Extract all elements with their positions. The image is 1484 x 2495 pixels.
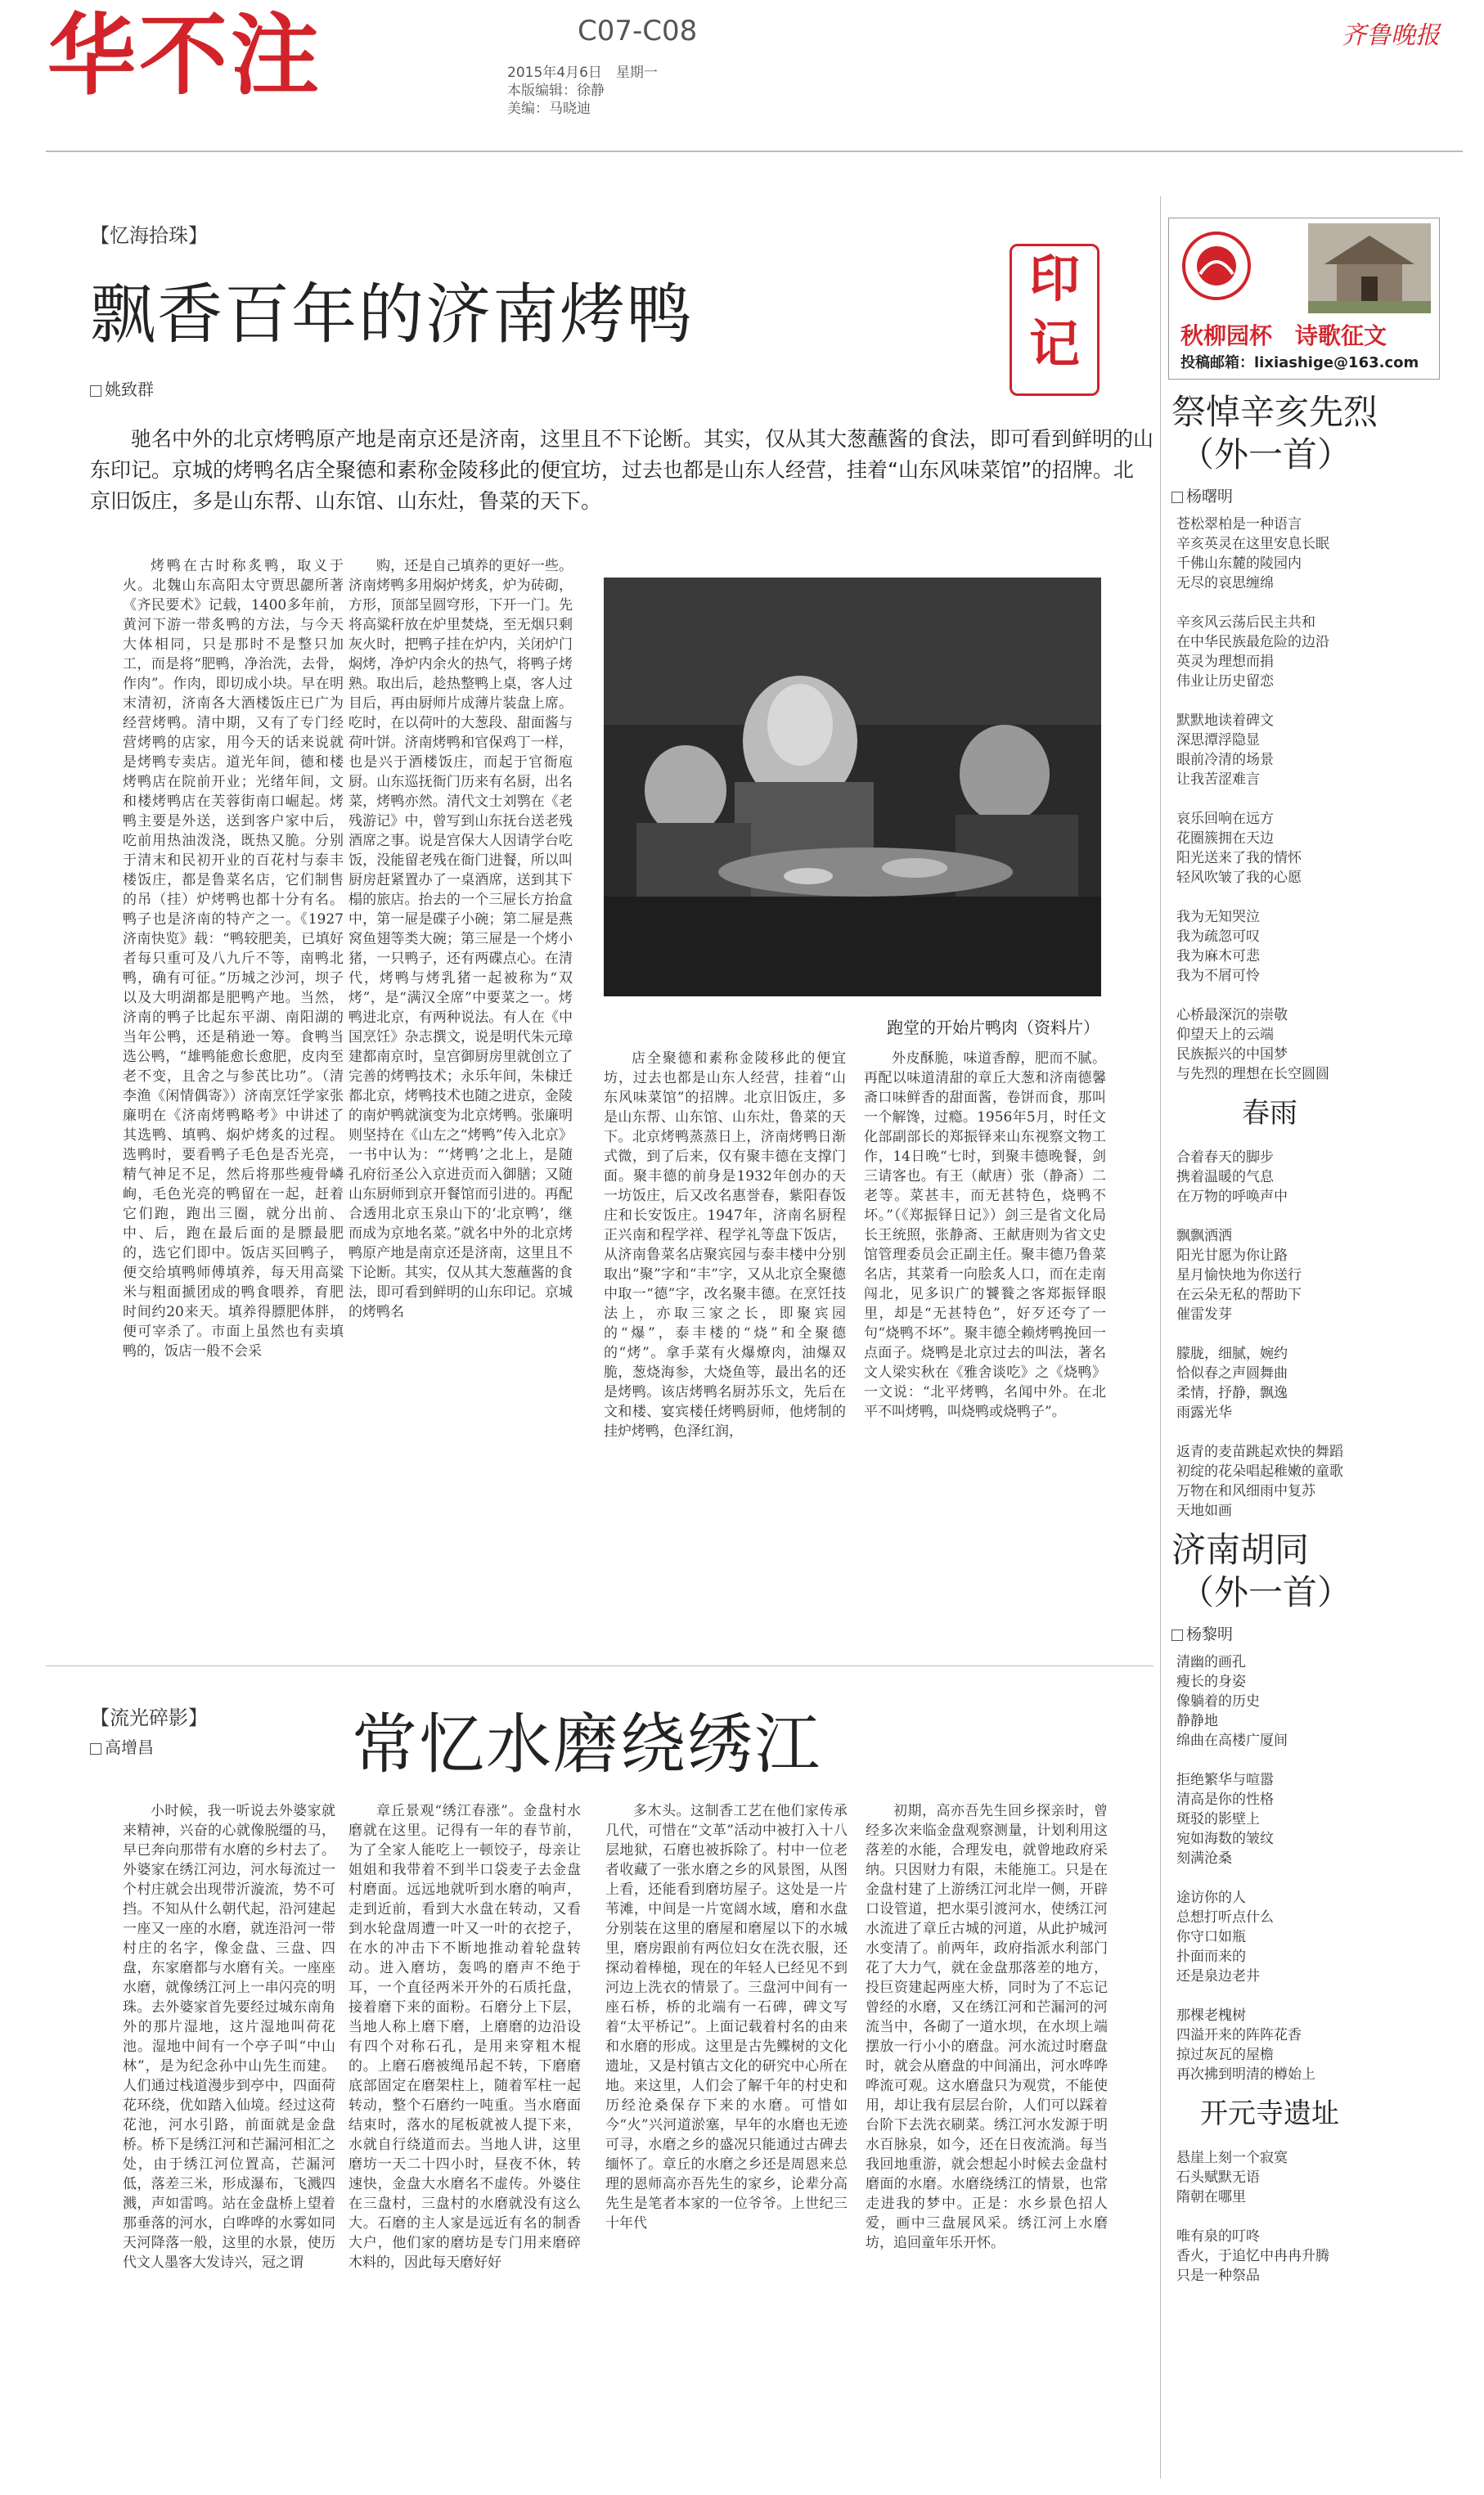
poem-line: 清幽的画孔	[1176, 1654, 1246, 1670]
contest-email: 投稿邮箱：lixiashige@163.com	[1180, 354, 1419, 371]
poem-line: 携着温暖的气息	[1176, 1169, 1274, 1185]
poem-line: 香火，于追忆中冉冉升腾	[1176, 2248, 1329, 2264]
poem-line: 催雷发芽	[1176, 1306, 1232, 1323]
poem-line: 苍松翠柏是一种语言	[1176, 516, 1302, 533]
poem-line: 眼前冷清的场景	[1176, 752, 1274, 768]
poem-line: 再次拂到明清的樽始上	[1176, 2066, 1315, 2083]
poem-author: 杨曙明	[1171, 484, 1466, 506]
poem-line: 花圈簇拥在天边	[1176, 830, 1274, 847]
poem-line: 那棵老槐树	[1176, 2007, 1246, 2024]
poem	[1171, 2093, 1466, 2286]
poem-subtitle: （外一首）	[1180, 1572, 1352, 1612]
poem-line: 在云朵无私的帮助下	[1176, 1287, 1302, 1303]
poem-line: 辛亥英灵在这里安息长眠	[1176, 536, 1329, 552]
poem-line: 拒绝繁华与喧嚣	[1176, 1772, 1274, 1788]
poem-title: 春雨	[1242, 1097, 1297, 1130]
stanza	[1176, 809, 1466, 888]
poem-line: 掠过灰瓦的屋檐	[1176, 2047, 1274, 2063]
poem-line: 我为无知哭泣	[1176, 909, 1260, 925]
stanza	[1176, 2227, 1466, 2286]
poem-line: 在万物的呼唤声中	[1176, 1189, 1288, 1205]
poem-line: 石头赋默无语	[1176, 2169, 1260, 2186]
stanza	[1176, 2148, 1466, 2207]
stanza	[1176, 1005, 1466, 1084]
poem-author: 杨黎明	[1171, 1622, 1466, 1644]
contest-title: 秋柳园杯 诗歌征文	[1180, 322, 1387, 349]
article1-lead: 驰名中外的北京烤鸭原产地是南京还是济南，这里且不下论断。其实，仅从其大葱蘸酱的食法，即可看到鲜明的山东印记。京城的烤鸭名店全聚德和素称金陵移此的便宜坊，过去也都是山东人经营，挂着“山东风味菜馆”的招牌。北京旧饭庄，多是山东帮、山东馆、山东灶，鲁菜的天下。	[90, 427, 1154, 513]
pavilion-photo	[1308, 223, 1431, 313]
poem-line: 深思潭浮隐显	[1176, 732, 1260, 748]
poem-line: 阳光甘愿为你让路	[1176, 1248, 1288, 1264]
poem-line: 绵曲在高楼广厦间	[1176, 1733, 1288, 1749]
poem-line: 隋朝在哪里	[1176, 2189, 1246, 2205]
poem-subtitle: （外一首）	[1180, 434, 1352, 474]
poem-line: 在中华民族最危险的边沿	[1176, 634, 1329, 650]
photo-caption: 跑堂的开始片鸭肉（资料片）	[887, 1018, 1100, 1037]
contest-emblem-icon	[1176, 225, 1257, 307]
article2-author: 高增昌	[90, 1734, 154, 1758]
poem-line: 柔情，抒静，飘逸	[1176, 1385, 1288, 1401]
poem-line: 悬崖上刻一个寂寞	[1176, 2150, 1288, 2166]
sidebar-divider	[1160, 196, 1161, 2479]
poem-line: 初绽的花朵唱起稚嫩的童歌	[1176, 1463, 1343, 1480]
article2-col4: 初期，高亦吾先生回乡探亲时，曾经多次来临金盘观察测量，计划利用这落差的水能，合理发电，就曾地政府采纳。只因财力有限，未能施工。只是在金盘村建了上游绣江河北岸一侧，开辟口设管道，把水渠引渡河水，使绣江河水流进了章丘古城的河道，从此护城河水变清了。前两年，政府指派水利部门花了大力气，就在金盘那落差的地方，投巨资建起两座大桥，同时为了不忘记曾经的水磨，又在绣江河和芒漏河的河流当中，各砌了一道水坝，在水坝上端摆放一行小小的磨盘。河水流过时磨盘时，就会从磨盘的中间涌出，河水哗哗哗流可观。这水磨盘只为观赏，不能使用，却让我有层层台阶，人们可以踩着台阶下去洗衣刷菜。绣江河水发源于明水百脉泉，如今，还在日夜流淌。每当我回地重游，就会想起小时候去金盘村磨面的水磨。水磨绕绣江的情景，也常走进我的梦中。正是：水乡景色招人爱，画中三盘展风采。绣江河上水磨坊，追回童年乐开怀。	[866, 1803, 1108, 2251]
poem-line: 瘦长的身姿	[1176, 1674, 1246, 1690]
contest-banner	[1168, 218, 1440, 380]
poem-line: 天地如画	[1176, 1503, 1232, 1519]
stanza	[1176, 1226, 1466, 1324]
stanza	[1176, 1344, 1466, 1423]
poem-line: 让我苦涩难言	[1176, 771, 1260, 788]
stanza	[1176, 907, 1466, 986]
stanza	[1176, 1888, 1466, 1986]
stanza	[1176, 711, 1466, 789]
photo-illustration	[604, 578, 1101, 996]
poem-line: 你守口如瓶	[1176, 1929, 1246, 1945]
poem-line: 伟业让历史留恋	[1176, 673, 1274, 690]
poem-line: 合着春天的脚步	[1176, 1149, 1274, 1166]
poem	[1171, 391, 1466, 1084]
photo-ducks	[604, 578, 1101, 996]
poem-line: 仰望天上的云端	[1176, 1027, 1274, 1043]
poem-line: 辛亥风云荡后民主共和	[1176, 614, 1315, 631]
poem-line: 途访你的人	[1176, 1890, 1246, 1906]
article1-col4: 外皮酥脆，味道香醇，肥而不腻。再配以味道清甜的章丘大葱和济南德馨斋口味鲜香的甜面酱，卷饼而食，那叫一个解馋，过瘾。1956年5月，时任文化部副部长的郑振铎来山东视察文物工作，14日晚“七时，到聚丰德晚餐，剑三请客也。有王（献唐）张（静斋）二老等。菜甚丰，而无甚特色，烧鸭不坏。”（《郑振铎日记》）剑三是省文化局长王统照，张静斋、王献唐则为省文史馆管理委员会正副主任。聚丰德乃鲁菜名店，其菜肴一向脍炙人口，而在走南闯北，见多识广的饕餮之客郑振铎眼里，却是“无甚特色”，好歹还夸了一句“烧鸭不坏”。聚丰德全赖烤鸭挽回一点面子。烧鸭是北京过去的叫法，著名文人梁实秋在《雅舍谈吃》之《烧鸭》一文说：“北平烤鸭，名闻中外。在北平不叫烤鸭，叫烧鸭或烧鸭子”。	[864, 1050, 1106, 1420]
poem-line: 我为麻木可悲	[1176, 948, 1260, 964]
author-box-icon	[1171, 492, 1183, 503]
stanza	[1176, 1770, 1466, 1868]
article1-author: 姚致群	[90, 376, 154, 400]
poem-line: 唯有泉的叮咚	[1176, 2228, 1260, 2245]
poem-line: 只是一种祭品	[1176, 2268, 1260, 2284]
poem-line: 民族振兴的中国梦	[1176, 1046, 1288, 1063]
author-box-icon	[90, 385, 101, 397]
author-box-icon	[1171, 1630, 1183, 1641]
page-numbers: C07-C08	[578, 15, 698, 47]
stanza	[1176, 1442, 1466, 1521]
poem-line: 飘飘洒洒	[1176, 1228, 1232, 1244]
poem-line: 斑驳的影壁上	[1176, 1811, 1260, 1827]
designer-credit: 美编：马晓迪	[507, 101, 591, 117]
article1-col2: 购，还是自己填养的更好一些。济南烤鸭多用焖炉烤炙，炉为砖砌，方形，顶部呈圆穹形，下开一门。先将高粱秆放在炉里焚烧，至无烟只剩灰火时，把鸭子挂在炉内，关闭炉门焖烤，净炉内余火的热气，将鸭子烤熟。取出后，趁热整鸭上桌，客人过目后，再由厨师片成薄片装盘上席。吃时，在以荷叶的大葱段、甜面酱与荷叶饼。济南烤鸭和官保鸡丁一样，也是兴于酒楼饭庄，而起于官衙庖厨。山东巡抚衙门历来有名厨，出名菜，烤鸭亦然。清代文士刘鹗在《老残游记》中，曾写到山东抚台送老残酒席之事。说是宫保大人因请学台吃饭，没能留老残在衙门进餐，所以叫厨房赶紧置办了一桌酒席，送到其下榻的旅店。抬去的一个三屉长方抬盒中，第一屉是碟子小碗；第二屉是燕窝鱼翅等类大碗；第三屉是一个烤小猪，一只鸭子，还有两碟点心。在清代，烤鸭与烤乳猪一起被称为“双烤”，是“满汉全席”中要菜之一。烤鸭进北京，有两种说法。有人在《中国烹饪》杂志撰文，说是明代朱元璋建都南京时，皇宫御厨房里就创立了完善的烤鸭技术；永乐年间，朱棣迁都北京，烤鸭技术也随之进京，金陵的南炉鸭就演变为北京烤鸭。张廉明则坚持在《山左之“烤鸭”传入北京》一书中认为：“‘烤鸭’之北上，是随孔府衍圣公入京进贡而入御膳；又随山东厨师到京开餐馆而引进的。再配合透用北京玉泉山下的‘北京鸭’，继而成为京地名菜。”就名中外的北京烤鸭原产地是南京还是济南，这里且不下论断。其实，仅从其大葱蘸酱的食法，即可看到鲜明的山东印记。京城的烤鸭名	[349, 558, 573, 1320]
article2-title: 常忆水磨绕绣江	[352, 1706, 821, 1782]
poem-line: 像躺着的历史	[1176, 1693, 1260, 1710]
stanza	[1176, 613, 1466, 691]
stanza	[1176, 1652, 1466, 1751]
poem	[1171, 1092, 1466, 1521]
poem-line: 返青的麦苗跳起欢快的舞蹈	[1176, 1444, 1343, 1460]
poem-line: 英灵为理想而捐	[1176, 654, 1274, 670]
poem-line: 朦胧，细腻，婉约	[1176, 1346, 1288, 1362]
article1-title: 飘香百年的济南烤鸭	[90, 276, 694, 353]
poem-line: 宛如海数的皱纹	[1176, 1831, 1274, 1847]
poem-title: 济南胡同	[1171, 1530, 1310, 1570]
poem-line: 雨露光华	[1176, 1405, 1232, 1421]
poem-title: 开元寺遗址	[1200, 2097, 1339, 2130]
poem	[1171, 1529, 1466, 2084]
poem-line: 星月愉快地为你送行	[1176, 1267, 1302, 1283]
poem-line: 万物在和风细雨中复苏	[1176, 1483, 1315, 1499]
poem-line: 静静地	[1176, 1713, 1218, 1729]
poem-line: 阳光送来了我的情怀	[1176, 850, 1302, 866]
poem-line: 我为不屑可怜	[1176, 968, 1260, 984]
poem-line: 与先烈的理想在长空圆圆	[1176, 1066, 1329, 1082]
poem-line: 总想打听点什么	[1176, 1909, 1274, 1926]
editor-credit: 本版编辑：徐静	[507, 83, 605, 99]
poem-line: 四溢开来的阵阵花香	[1176, 2027, 1302, 2043]
poem-line: 清高是你的性格	[1176, 1791, 1274, 1808]
article1-col1: 烤鸭在古时称炙鸭，取义于火。北魏山东高阳太守贾思勰所著《齐民要术》记载，1400多年前，黄河下游一带炙鸭的方法，与今天大体相同，只是那时不是整只加工，而是将“肥鸭，净治洗，去骨，作肉”。作肉，即切成小块。早在明末清初，济南各大酒楼饭庄已广为经营烤鸭。清中期，又有了专门经营烤鸭的店家，用今天的话来说就是烤鸭专卖店。道光年间，德和楼烤鸭店在院前开业；光绪年间，文和楼烤鸭店在芙蓉街南口崛起。烤鸭主要是外送，送到客户家中后，吃前用热油泼浇，既热又脆。分别于清末和民初开业的百花村与泰丰楼饭庄，都是鲁菜名店，它们制售的吊（挂）炉烤鸭也都十分有名。鸭子也是济南的特产之一。《1927济南快览》载：“鸭较肥美，已填好者每只重可及八九斤不等，南鸭北鸭，确有可征。”历城之沙河，坝子以及大明湖都是肥鸭产地。当然，济南的鸭子比起东平湖、南阳湖的当年公鸭，还是稍逊一筹。食鸭当选公鸭，“雄鸭能愈长愈肥，皮肉至老不变，且舍之与参芪比功”。（清李渔《闲情偶寄》）济南烹饪学家张廉明在《济南烤鸭略考》中讲述了其选鸭、填鸭、焖炉烤炙的过程。选鸭时，要看鸭子毛色是否光亮，精气神足不足，然后将那些瘦骨嶙峋，毛色光亮的鸭留在一起，赶着它们跑，跑出三圈，就分出前、中、后，跑在最后面的是膘最肥的，选它们即中。饭店买回鸭子，便交给填鸭师傅填养，每天用高粱米与粗面搋团成的鸭食喂养，育肥时间约20来天。填养得膘肥体胖，便可宰杀了。市面上虽然也有卖填鸭的，饭店一般不会采	[123, 558, 344, 1360]
poem-line: 默默地读着碑文	[1176, 713, 1274, 729]
pavilion-illustration	[1308, 223, 1431, 313]
masthead: 华不注	[47, 5, 323, 107]
article2-col1: 小时候，我一听说去外婆家就来精神，兴奋的心就像脱缰的马，早已奔向那带有水磨的乡村去了。外婆家在绣江河边，河水每流过一个村庄就会出现带沂漩流，势不可挡。不知从什么朝代起，沿河建起一座又一座的水磨，就连沿河一带村庄的名字，像金盘、三盘、四盘，东家磨都与水磨有关。一座座水磨，就像绣江河上一串闪亮的明珠。去外婆家首先要经过城东南角外的那片湿地，这片湿地叫荷花池。湿地中间有一个亭子叫“中山林”，是为纪念孙中山先生而建。人们通过栈道漫步到亭中，四面荷花环绕，优如踏入仙境。经过这荷花池，河水引路，前面就是金盘桥。桥下是绣江河和芒漏河相汇之处，由于绣江河位置高，芒漏河低，落差三米，形成瀑布，飞溅四溅，声如雷鸣。站在金盘桥上望着那垂落的河水，白哗哗的水雾如同天河降落一般，这里的水景，使历代文人墨客大发诗兴，冠之谓	[123, 1803, 335, 2271]
poem-line: 恰似春之声圆舞曲	[1176, 1365, 1288, 1382]
poem-line: 哀乐回响在远方	[1176, 811, 1274, 827]
poem-line: 无尽的哀思缠绵	[1176, 575, 1274, 591]
article1-col3: 店全聚德和素称金陵移此的便宜坊，过去也都是山东人经营，挂着“山东风味菜馆”的招牌。北京旧饭庄，多是山东帮、山东馆、山东灶，鲁菜的天下。北京烤鸭蒸蒸日上，济南烤鸭日渐式微，到了后来，仅有聚丰德在支撑门面。聚丰德的前身是1932年创办的天一坊饭庄，后又改名惠誉春，紫阳春饭庄和长安饭庄。1947年，济南名厨程正兴南和程学祥、程学礼等盘下饭店，从济南鲁菜名店聚宾园与泰丰楼中分别取出“聚”字和“丰”字，又从北京全聚德中取一“德”字，改名聚丰德。在烹饪技法上，亦取三家之长，即聚宾园的“爆”，泰丰楼的“烧”和全聚德的“烤”。拿手菜有火爆燎肉，油爆双脆，葱烧海参，大烧鱼等，最出名的还是烤鸭。该店烤鸭名厨苏乐文，先后在文和楼、宴宾楼任烤鸭厨师，他烤制的挂炉烤鸭，色泽红润，	[604, 1050, 846, 1440]
stanza	[1176, 515, 1466, 593]
poem-line: 我为疏忽可叹	[1176, 928, 1260, 945]
poem-line: 轻风吹皱了我的心愿	[1176, 870, 1302, 886]
poem-line: 刻满沧桑	[1176, 1850, 1232, 1867]
header-divider	[46, 151, 1463, 152]
poem-line: 千佛山东麓的陵园内	[1176, 555, 1302, 572]
issue-date: 2015年4月6日 星期一	[507, 65, 658, 81]
stanza	[1176, 1148, 1466, 1207]
article2-col2: 章丘景观“绣江春涨”。金盘村水磨就在这里。记得有一年的春节前，为了全家人能吃上一顿饺子，母亲让姐姐和我带着不到半口袋麦子去金盘村磨面。远远地就听到水磨的响声，走到近前，看到大水盘在转动，又看到水轮盘周遭一叶又一叶的衣挖子，在水的冲击下不断地推动着轮盘转动。进入磨坊，轰鸣的磨声不绝于耳，一个直径两米开外的石质托盘，接着磨下来的面粉。石磨分上下层，当地人称上磨下磨，上磨磨的边沿设有四个对称石孔，是用来穿粗木棍的。上磨石磨被绳吊起不转，下磨磨底部固定在磨架柱上，随着军柱一起转动，整个石磨约一吨重。当水磨面结束时，落水的尾板就被人提下来，水就自行绕道而去。当地人讲，这里磨坊一天二十四小时，昼夜不休，转速快，金盘大水磨名不虚传。外婆住在三盘村，三盘村的水磨就没有这么大。石磨的主人家是远近有名的制香大户，他们家的磨坊是专门用来磨碎木料的，因此每天磨好好	[349, 1803, 581, 2271]
poem-line: 扑面而来的	[1176, 1949, 1246, 1965]
article2-col3: 多木头。这制香工艺在他们家传承几代，可惜在“文革”活动中被打入十八层地狱，石磨也被拆除了。村中一位老者收藏了一张水磨之乡的风景图，从图上看，还能看到磨坊屋子。这处是一片苇滩，中间是一片宽阔水域，磨和水盘分别装在这里的磨屋和磨屋以下的水城里，磨房跟前有两位妇女在洗衣服，还探动着棒槌，现在的年轻人已经见不到河边上洗衣的情景了。三盘河中间有一座石桥，桥的北端有一石碑，碑文写着“太平桥记”。上面记载着村名的由来和水磨的形成。这里是古先鲽树的文化遗址，又是村镇古文化的研究中心所在地。来这里，人们会了解千年的村史和历经沧桑保存下来的水磨。可惜如今“火”兴河道淤塞，早年的水磨也无迹可寻，水磨之乡的盛况只能通过古碑去缅怀了。章丘的水磨之乡还是周恩来总理的恩师高亦吾先生的家乡，论辈分高先生是笔者本家的一位爷爷。上世纪三十年代	[605, 1803, 848, 2232]
poem-column	[1171, 391, 1466, 2485]
newspaper-brand: 齐鲁晚报	[1342, 21, 1440, 50]
poem-line: 心桥最深沉的崇敬	[1176, 1007, 1288, 1023]
article1-kicker: 【忆海拾珠】	[90, 224, 208, 247]
author-box-icon	[90, 1743, 101, 1755]
article2-kicker: 【流光碎影】	[90, 1706, 208, 1729]
stamp-yinji: 印记	[1010, 244, 1100, 396]
stanza	[1176, 2006, 1466, 2084]
poem-line: 还是泉边老井	[1176, 1968, 1260, 1985]
poem-title: 祭悼辛亥先烈	[1171, 392, 1378, 432]
